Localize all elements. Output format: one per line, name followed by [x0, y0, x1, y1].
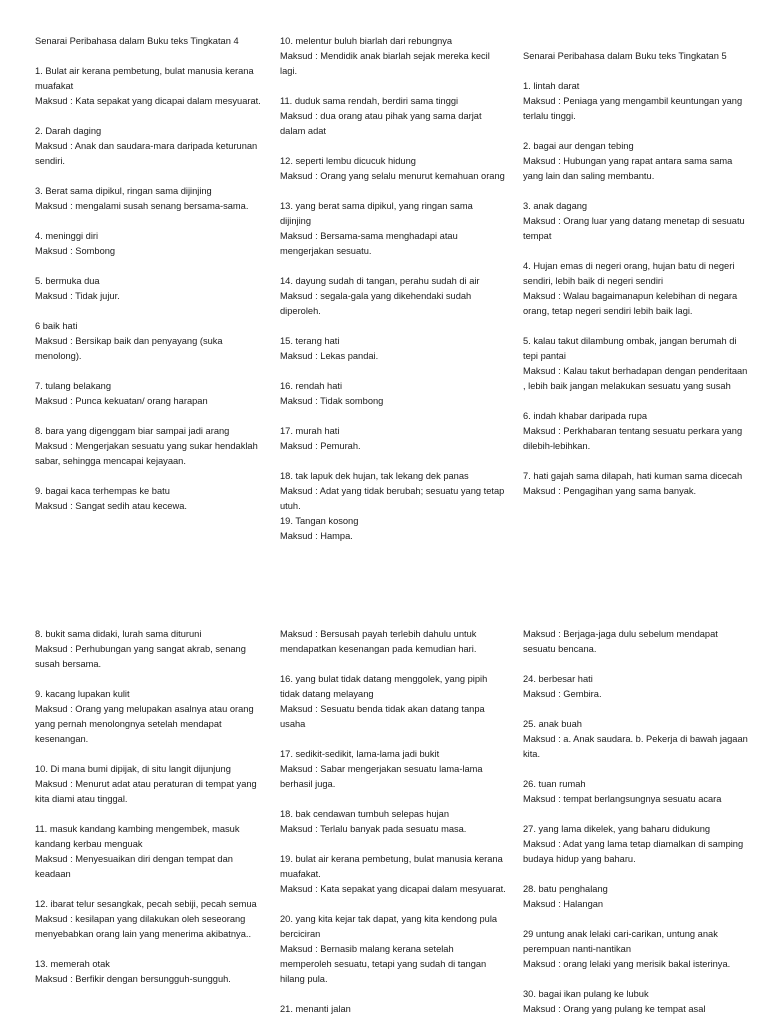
proverb-entry — [523, 927, 749, 972]
proverb-line: 8. bukit sama didaki, lurah sama dituruni — [35, 629, 202, 639]
proverb-line: Maksud : segala-gala yang dikehendaki sudah diperoleh. — [280, 291, 472, 316]
proverb-entry — [523, 409, 749, 454]
proverb-entry — [523, 469, 749, 499]
proverb-line: Maksud : Punca kekuatan/ orang harapan — [35, 396, 208, 406]
proverb-line: 6 baik hati — [35, 321, 78, 331]
proverb-line: Maksud : tempat berlangsungnya sesuatu acara — [523, 794, 722, 804]
proverb-entry — [35, 319, 261, 364]
proverb-line: Maksud : Walau bagaimanapun kelebihan di negara orang, tetap negeri sendiri lebih baik lagi. — [523, 291, 738, 316]
proverb-entry — [280, 34, 506, 79]
proverb-line: Maksud : Bersusah payah terlebih dahulu untuk mendapatkan kesenangan pada kemudian hari. — [280, 629, 477, 654]
proverb-entry — [523, 259, 749, 319]
proverb-line: Maksud : mengalami susah senang bersama-sama. — [35, 201, 249, 211]
proverb-line: 26. tuan rumah — [523, 779, 586, 789]
proverb-entry — [35, 124, 261, 169]
proverb-entry — [523, 822, 749, 867]
proverb-line: Maksud : Bernasib malang kerana setelah memperoleh sesuatu, tetapi yang sudah di tangan hilang pula. — [280, 944, 487, 984]
proverb-entry — [523, 777, 749, 807]
proverb-line: Maksud : Perkhabaran tentang sesuatu perkara yang dilebih-lebihkan. — [523, 426, 743, 451]
proverb-entry — [35, 379, 261, 409]
list-title: Senarai Peribahasa dalam Buku teks Tingkatan 5 — [523, 51, 727, 61]
proverb-line: Maksud : Orang yang melupakan asalnya atau orang yang pernah menolongnya setelah mendapat kesenangan. — [35, 704, 254, 744]
proverb-line: Maksud : Orang yang selalu menurut kemahuan orang — [280, 171, 505, 181]
proverb-line: 13. memerah otak — [35, 959, 110, 969]
proverb-line: 21. menanti jalan — [280, 1004, 351, 1014]
proverb-entry — [523, 79, 749, 124]
column-bottom-middle — [280, 627, 506, 1032]
proverb-line: Maksud : Kalau takut berhadapan dengan penderitaan , lebih baik jangan melakukan sesuatu yang susah — [523, 366, 748, 391]
proverb-line: 28. batu penghalang — [523, 884, 608, 894]
proverb-line: Maksud : orang lelaki yang merisik bakal isterinya. — [523, 959, 731, 969]
proverb-line: Maksud : Anak dan saudara-mara daripada keturunan sendiri. — [35, 141, 258, 166]
proverb-line: 10. melentur buluh biarlah dari rebungnya — [280, 36, 453, 46]
proverb-line: Maksud : Berjaga-jaga dulu sebelum mendapat sesuatu bencana. — [523, 629, 718, 654]
proverb-line: 6. indah khabar daripada rupa — [523, 411, 648, 421]
proverb-line: 4. Hujan emas di negeri orang, hujan batu di negeri sendiri, lebih baik di negeri sendiri — [523, 261, 735, 286]
proverb-line: Maksud : Peniaga yang mengambil keuntungan yang terlalu tinggi. — [523, 96, 743, 121]
proverb-line: Maksud : Kata sepakat yang dicapai dalam mesyuarat. — [280, 884, 506, 894]
proverb-line: Maksud : Sangat sedih atau kecewa. — [35, 501, 187, 511]
proverb-list — [35, 64, 261, 514]
proverb-entry — [35, 184, 261, 214]
proverb-entry — [35, 897, 261, 942]
proverb-line: Maksud : Terlalu banyak pada sesuatu masa. — [280, 824, 467, 834]
proverb-entry — [280, 627, 506, 657]
proverb-entry — [280, 199, 506, 259]
proverb-entry — [523, 199, 749, 244]
proverb-entry — [280, 672, 506, 732]
proverb-line: Maksud : a. Anak saudara. b. Pekerja di bawah jagaan kita. — [523, 734, 748, 759]
proverb-line: 11. masuk kandang kambing mengembek, masuk kandang kerbau menguak — [35, 824, 240, 849]
proverb-line: Maksud : Bersikap baik dan penyayang (suka menolong). — [35, 336, 223, 361]
proverb-entry — [523, 627, 749, 657]
proverb-line: 16. rendah hati — [280, 381, 343, 391]
proverb-list — [523, 79, 749, 499]
proverb-line: Maksud : Kata sepakat yang dicapai dalam mesyuarat. — [35, 96, 261, 106]
proverb-entry — [280, 1002, 506, 1017]
proverb-line: Maksud : Orang luar yang datang menetap di sesuatu tempat — [523, 216, 745, 241]
proverb-entry — [35, 229, 261, 259]
proverb-list — [35, 627, 261, 987]
proverb-line: 3. Berat sama dipikul, ringan sama dijinjing — [35, 186, 212, 196]
proverb-entry — [280, 469, 506, 544]
column-top-middle — [280, 34, 506, 559]
proverb-line: Maksud : Perhubungan yang sangat akrab, senang susah bersama. — [35, 644, 246, 669]
proverb-line: Maksud : Gembira. — [523, 689, 602, 699]
proverb-entry — [280, 94, 506, 139]
proverb-line: Maksud : Mengerjakan sesuatu yang sukar hendaklah sabar, sehingga mencapai kejayaan. — [35, 441, 258, 466]
proverb-line: 14. dayung sudah di tangan, perahu sudah di air — [280, 276, 480, 286]
proverb-line: 5. kalau takut dilambung ombak, jangan berumah di tepi pantai — [523, 336, 737, 361]
proverb-line: 9. kacang lupakan kulit — [35, 689, 130, 699]
proverb-line: Maksud : Sabar mengerjakan sesuatu lama-lama berhasil juga. — [280, 764, 483, 789]
proverb-line: 11. duduk sama rendah, berdiri sama tinggi — [280, 96, 459, 106]
proverb-line: Maksud : Tidak jujur. — [35, 291, 120, 301]
proverb-line: 7. hati gajah sama dilapah, hati kuman sama dicecah — [523, 471, 743, 481]
proverb-line: 2. bagai aur dengan tebing — [523, 141, 634, 151]
proverb-line: 9. bagai kaca terhempas ke batu — [35, 486, 170, 496]
proverb-line: Maksud : Pemurah. — [280, 441, 361, 451]
proverb-line: 20. yang kita kejar tak dapat, yang kita kendong pula berciciran — [280, 914, 498, 939]
column-bottom-right — [523, 627, 749, 1032]
proverb-line: Maksud : dua orang atau pihak yang sama darjat dalam adat — [280, 111, 482, 136]
proverb-line: 12. ibarat telur sesangkak, pecah sebiji, pecah semua — [35, 899, 257, 909]
proverb-entry — [35, 822, 261, 882]
proverb-line: Maksud : Sesuatu benda tidak akan datang tanpa usaha — [280, 704, 485, 729]
proverb-line: 12. seperti lembu dicucuk hidung — [280, 156, 416, 166]
proverb-entry — [280, 424, 506, 454]
proverb-line: 1. lintah darat — [523, 81, 580, 91]
proverb-line: Maksud : kesilapan yang dilakukan oleh seseorang menyebabkan orang lain yang menerima akibatnya.. — [35, 914, 252, 939]
proverb-line: 2. Darah daging — [35, 126, 102, 136]
proverb-line: 18. tak lapuk dek hujan, tak lekang dek panas — [280, 471, 469, 481]
proverb-entry — [35, 484, 261, 514]
proverb-line: 10. Di mana bumi dipijak, di situ langit dijunjung — [35, 764, 231, 774]
proverb-line: 1. Bulat air kerana pembetung, bulat manusia kerana muafakat — [35, 66, 254, 91]
proverb-line: 17. sedikit-sedikit, lama-lama jadi bukit — [280, 749, 440, 759]
proverb-line: 19. Tangan kosong — [280, 516, 359, 526]
proverb-line: Maksud : Berfikir dengan bersungguh-sungguh. — [35, 974, 231, 984]
proverb-entry — [523, 882, 749, 912]
proverb-line: 7. tulang belakang — [35, 381, 111, 391]
proverb-entry — [280, 852, 506, 897]
proverb-line: 29 untung anak lelaki cari-carikan, untung anak perempuan nanti-nantikan — [523, 929, 718, 954]
proverb-line: Maksud : Mendidik anak biarlah sejak mereka kecil lagi. — [280, 51, 490, 76]
proverb-line: Maksud : Adat yang lama tetap diamalkan di samping budaya hidup yang baharu. — [523, 839, 744, 864]
proverb-entry — [523, 139, 749, 184]
proverb-entry — [35, 64, 261, 109]
proverb-line: Maksud : Bersama-sama menghadapi atau mengerjakan sesuatu. — [280, 231, 458, 256]
proverb-entry — [280, 274, 506, 319]
proverb-entry — [280, 334, 506, 364]
proverb-entry — [280, 379, 506, 409]
proverb-entry — [280, 912, 506, 987]
proverb-line: 3. anak dagang — [523, 201, 588, 211]
proverb-line: 5. bermuka dua — [35, 276, 100, 286]
proverb-entry — [35, 424, 261, 469]
proverb-line: 25. anak buah — [523, 719, 582, 729]
proverb-line: Maksud : Hubungan yang rapat antara sama sama yang lain dan saling membantu. — [523, 156, 733, 181]
proverb-list — [280, 34, 506, 544]
column-bottom-left — [35, 627, 261, 1002]
list-title: Senarai Peribahasa dalam Buku teks Tingkatan 4 — [35, 36, 239, 46]
proverb-line: Maksud : Pengagihan yang sama banyak. — [523, 486, 697, 496]
proverb-line: Maksud : Menurut adat atau peraturan di tempat yang kita diami atau tinggal. — [35, 779, 257, 804]
proverb-entry — [35, 762, 261, 807]
proverb-line: 30. bagai ikan pulang ke lubuk — [523, 989, 649, 999]
proverb-line: Maksud : Orang yang pulang ke tempat asal — [523, 1004, 706, 1014]
proverb-entry — [35, 627, 261, 672]
proverb-entry — [35, 957, 261, 987]
proverb-line: 27. yang lama dikelek, yang baharu didukung — [523, 824, 711, 834]
proverb-list — [280, 627, 506, 1017]
proverb-line: 15. terang hati — [280, 336, 340, 346]
proverb-line: 18. bak cendawan tumbuh selepas hujan — [280, 809, 450, 819]
proverb-entry — [523, 987, 749, 1017]
proverb-entry — [280, 807, 506, 837]
proverb-line: Maksud : Hampa. — [280, 531, 353, 541]
column-top-right — [523, 34, 749, 514]
proverb-entry — [280, 747, 506, 792]
proverb-line: 16. yang bulat tidak datang menggolek, yang pipih tidak datang melayang — [280, 674, 488, 699]
proverb-line: 19. bulat air kerana pembetung, bulat manusia kerana muafakat. — [280, 854, 503, 879]
proverb-line: Maksud : Halangan — [523, 899, 604, 909]
proverb-line: Maksud : Menyesuaikan diri dengan tempat dan keadaan — [35, 854, 233, 879]
proverb-line: 4. meninggi diri — [35, 231, 99, 241]
column-top-left — [35, 34, 261, 529]
proverb-entry — [523, 672, 749, 702]
proverb-line: Maksud : Tidak sombong — [280, 396, 384, 406]
proverb-line: 24. berbesar hati — [523, 674, 593, 684]
proverb-entry — [523, 334, 749, 394]
proverb-line: 8. bara yang digenggam biar sampai jadi arang — [35, 426, 230, 436]
proverb-entry — [523, 717, 749, 762]
proverb-line: Maksud : Sombong — [35, 246, 116, 256]
proverb-line: 13. yang berat sama dipikul, yang ringan sama dijinjing — [280, 201, 473, 226]
proverb-entry — [35, 687, 261, 747]
proverb-list — [523, 627, 749, 1017]
proverb-line: Maksud : Adat yang tidak berubah; sesuatu yang tetap utuh. — [280, 486, 505, 511]
proverb-line: Maksud : Lekas pandai. — [280, 351, 379, 361]
proverb-entry — [35, 274, 261, 304]
proverb-entry — [280, 154, 506, 184]
proverb-line: 17. murah hati — [280, 426, 340, 436]
